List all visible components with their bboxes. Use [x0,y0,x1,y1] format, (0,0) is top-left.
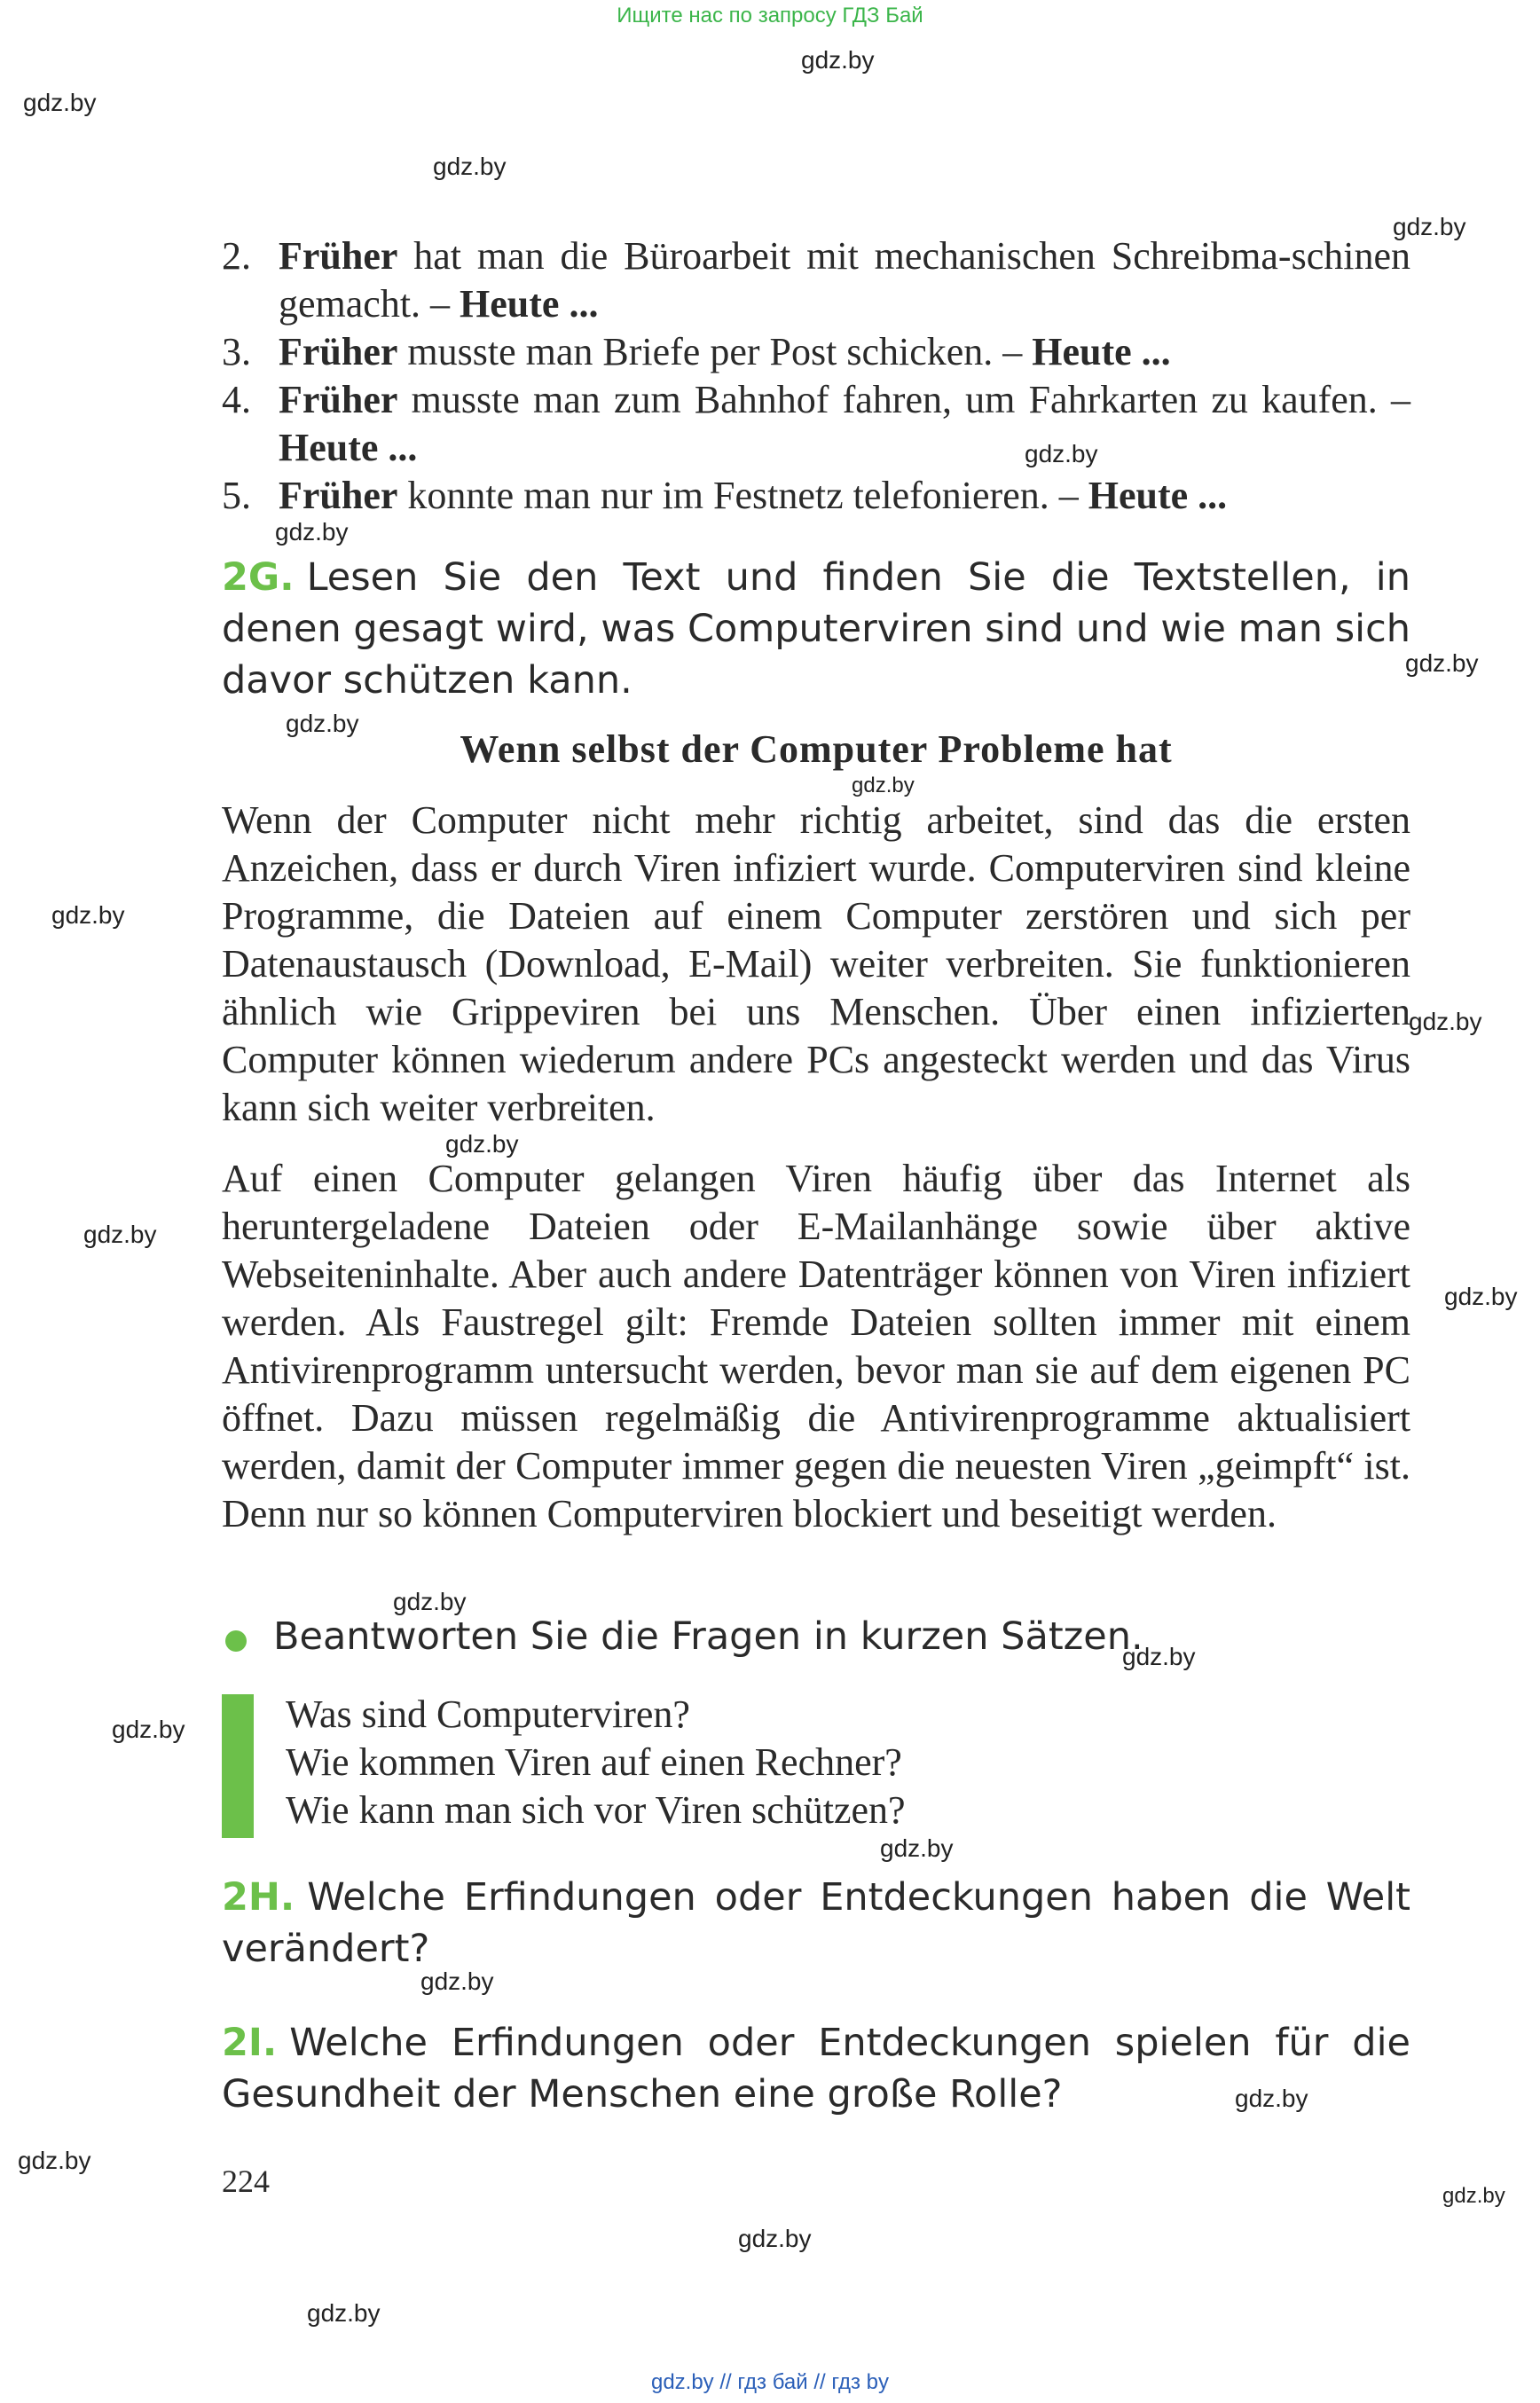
bullet-instruction: Beantworten Sie die Fragen in kurzen Sätzen. [273,1614,1143,1659]
page-number: 224 [222,2163,270,2199]
watermark: gdz.by [738,2225,812,2252]
watermark: gdz.by [433,153,507,180]
watermark: gdz.by [23,89,97,116]
watermark: gdz.by [1122,1643,1196,1670]
watermark: gdz.by [420,1967,494,1995]
watermark: gdz.by [1235,2085,1308,2112]
watermark: gdz.by [1444,1283,1518,1310]
watermark: gdz.by [1442,2184,1505,2208]
watermark: gdz.by [112,1716,185,1743]
watermark: gdz.by [880,1834,954,1862]
list-number: 4. [222,378,251,421]
list-item: 3. Früher musste man Briefe per Post schicken. – Heute ... [222,328,1410,376]
task-2i [222,2017,1410,2120]
watermark: gdz.by [801,46,875,74]
paragraph: Wenn der Computer nicht mehr richtig arbeitet, sind das die ersten Anzeichen, dass er durch Viren infiziert wurde. Computerviren sind kleine Programme, die Dateien auf einem Computer zerstören und sich per Datenaustausch (Download, E-Mail) weiter verbreiten. Sie funktionieren ähnlich wie Grippeviren bei uns Menschen. Über einen infizierten Computer können wiederum andere PCs angesteckt werden und das Virus kann sich weiter verbreiten. [222,798,1410,1129]
watermark: gdz.by [393,1588,467,1615]
watermark: gdz.by [445,1130,519,1158]
task-text: Lesen Sie den Text und finden Sie die Textstellen, in denen gesagt wird, was Computerviren sind und wie man sich davor schützen kann. [222,555,1410,703]
list-item: 5. Früher konnte man nur im Festnetz telefonieren. – Heute ... [222,472,1410,520]
question: Wie kann man sich vor Viren schützen? [286,1788,906,1832]
text-title: Wenn selbst der Computer Probleme hat [460,727,1173,771]
task-code: 2H. [222,1875,295,1920]
task-code: 2G. [222,555,295,600]
task-2h [222,1872,1410,1975]
question-bar [222,1694,254,1838]
watermark: gdz.by [286,710,359,737]
list-number: 3. [222,330,251,373]
list-item: 2. Früher hat man die Büroarbeit mit mechanischen Schreibma-schinen gemacht. – Heute ... [222,234,1410,326]
footer-links[interactable]: gdz.by // гдз бай // гдз by [650,2370,890,2394]
watermark: gdz.by [83,1221,157,1248]
watermark: gdz.by [852,774,915,797]
watermark: gdz.by [51,901,125,929]
list-item: 4. Früher musste man zum Bahnhof fahren, um Fahrkarten zu kaufen. – Heute ... [222,378,1410,469]
list-number: 5. [222,474,251,517]
paragraph: Auf einen Computer gelangen Viren häufig über das Internet als heruntergeladene Dateien oder E-Mailanhänge sowie über aktive Webseiteninhalte. Aber auch andere Datenträger können von Viren infiziert werden. Als Faustregel gilt: Fremde Dateien sollten immer mit einem Antivirenprogramm untersucht werden, bevor man sie auf dem eigenen PC öffnet. Dazu müssen regelmäßig die Antivirenprogramme aktualisiert werden, damit der Computer immer gegen die neuesten Viren „geimpft“ ist. Denn nur so können Computerviren blockiert und beseitigt werden. [222,1157,1410,1535]
watermark: gdz.by [1409,1008,1482,1035]
watermark: gdz.by [1393,213,1466,240]
bullet-dot-icon [225,1630,247,1652]
question: Was sind Computerviren? [286,1692,690,1736]
task-code: 2I. [222,2021,278,2065]
watermark: gdz.by [1405,649,1479,677]
list-number: 2. [222,234,251,278]
header-note: Ищите нас по запросу ГДЗ Бай [617,4,923,27]
watermark: gdz.by [275,518,349,546]
watermark: gdz.by [307,2299,381,2327]
watermark: gdz.by [18,2147,91,2174]
task-2g [222,552,1410,706]
task-text: Welche Erfindungen oder Entdeckungen haben die Welt verändert? [222,1875,1410,1971]
task-text: Welche Erfindungen oder Entdeckungen spielen für die Gesundheit der Menschen eine große Rolle? [222,2021,1410,2116]
question-list [286,1691,906,1834]
watermark: gdz.by [1025,440,1098,467]
question: Wie kommen Viren auf einen Rechner? [286,1740,902,1784]
